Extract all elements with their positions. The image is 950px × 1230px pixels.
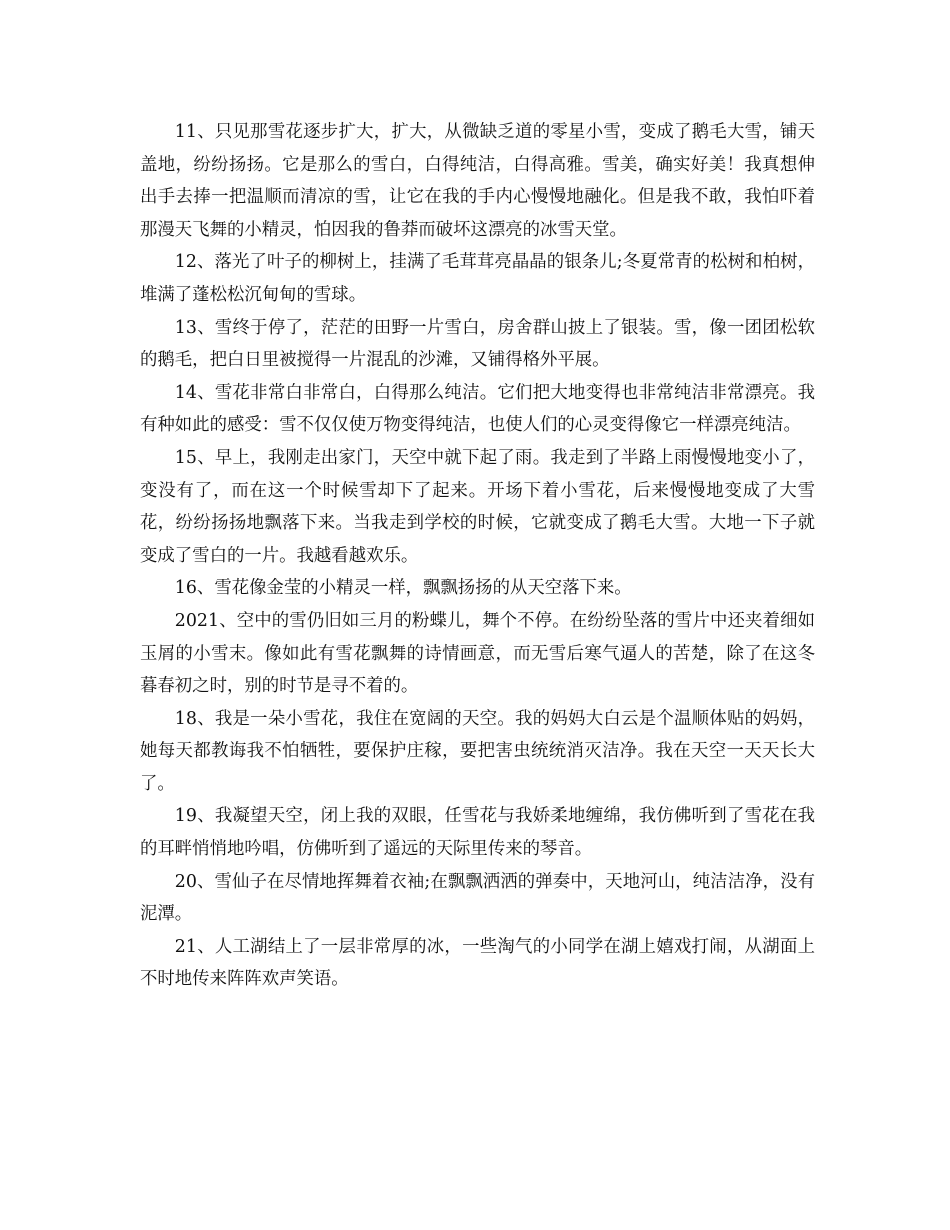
paragraph-11: 11、只见那雪花逐步扩大，扩大，从微缺乏道的零星小雪，变成了鹅毛大雪，铺天盖地，纷纷扬扬。它是那么的雪白，白得纯洁，白得高雅。雪美，确实好美！我真想伸出手去捧一把温顺而清凉的雪，让它在我的手内心慢慢地融化。但是我不敢，我怕吓着那漫天飞舞的小精灵，怕因我的鲁莽而破坏这漂亮的冰雪天堂。 bbox=[140, 122, 815, 240]
paragraph-21: 21、人工湖结上了一层非常厚的冰，一些淘气的小同学在湖上嬉戏打闹，从湖面上不时地传来阵阵欢声笑语。 bbox=[140, 936, 815, 990]
paragraph-18: 18、我是一朵小雪花，我住在宽阔的天空。我的妈妈大白云是个温顺体贴的妈妈，她每天都教诲我不怕牺牲，要保护庄稼，要把害虫统统消灭洁净。我在天空一天天长大了。 bbox=[140, 708, 815, 794]
paragraph-15: 15、早上，我刚走出家门，天空中就下起了雨。我走到了半路上雨慢慢地变小了，变没有了，而在这一个时候雪却下了起来。开场下着小雪花，后来慢慢地变成了大雪花，纷纷扬扬地飘落下来。当我走到学校的时候，它就变成了鹅毛大雪。大地一下子就变成了雪白的一片。我越看越欢乐。 bbox=[140, 447, 815, 566]
paragraph-19: 19、我凝望天空，闭上我的双眼，任雪花与我娇柔地缠绵，我仿佛听到了雪花在我的耳畔悄悄地吟唱，仿佛听到了遥远的天际里传来的琴音。 bbox=[140, 806, 815, 860]
paragraph-14: 14、雪花非常白非常白，白得那么纯洁。它们把大地变得也非常纯洁非常漂亮。我有种如此的感受：雪不仅仅使万物变得纯洁，也使人们的心灵变得像它一样漂亮纯洁。 bbox=[140, 382, 815, 436]
document-body bbox=[140, 116, 815, 996]
paragraph-16: 16、雪花像金莹的小精灵一样，飘飘扬扬的从天空落下来。 bbox=[174, 578, 632, 599]
paragraph-2021: 2021、空中的雪仍旧如三月的粉蝶儿，舞个不停。在纷纷坠落的雪片中还夹着细如玉屑的小雪末。像如此有雪花飘舞的诗情画意，而无雪后寒气逼人的苦楚，除了在这冬暮春初之时，别的时节是寻不着的。 bbox=[140, 610, 815, 697]
paragraph-20: 20、雪仙子在尽情地挥舞着衣袖;在飘飘洒洒的弹奏中，天地河山，纯洁洁净，没有泥潭。 bbox=[140, 871, 815, 925]
paragraph-12: 12、落光了叶子的柳树上，挂满了毛茸茸亮晶晶的银条儿;冬夏常青的松树和柏树，堆满了蓬松松沉甸甸的雪球。 bbox=[140, 252, 815, 305]
paragraph-13: 13、雪终于停了，茫茫的田野一片雪白，房舍群山披上了银装。雪，像一团团松软的鹅毛，把白日里被搅得一片混乱的沙滩，又铺得格外平展。 bbox=[140, 317, 815, 371]
